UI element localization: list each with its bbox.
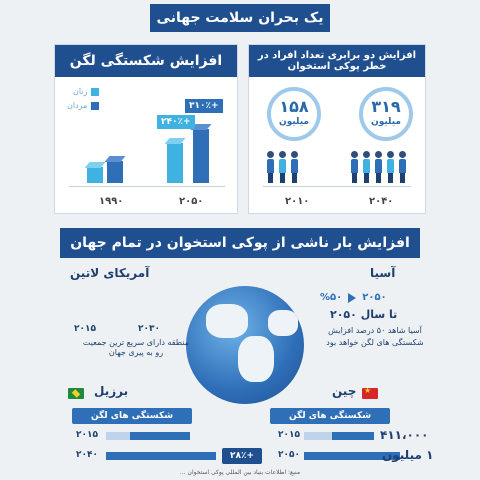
badge-women-increase: +۲۴۰٪ — [157, 115, 195, 129]
legend-women-label: زنان — [72, 87, 88, 96]
bar-women-1990 — [87, 167, 103, 183]
china-label: شکستگی های لگن — [270, 408, 390, 424]
asia-title: آسیا — [370, 266, 396, 280]
land-shape — [206, 304, 248, 338]
person-icon — [351, 151, 358, 183]
risk-panel-title: افزایش دو برابری تعداد افراد در خطر پوکی استخوان — [249, 45, 425, 77]
bar-men-1990 — [107, 161, 123, 183]
section-title: افزایش بار ناشی از پوکی استخوان در تمام جهان — [60, 228, 420, 258]
asia-note-2: شکستگی های لگن خواهد بود — [326, 338, 424, 347]
circle-2010 — [267, 87, 321, 141]
brazil-increase: +۲۸٪ — [222, 448, 262, 464]
china-bar-2015 — [304, 432, 374, 440]
latin-america-title: آمریکای لاتین — [70, 266, 150, 280]
year-1990: ۱۹۹۰ — [99, 196, 124, 207]
china-year-2050: ۲۰۵۰ — [278, 450, 300, 460]
year-2050: ۲۰۵۰ — [179, 196, 204, 207]
world-burden-area — [0, 262, 480, 462]
asia-year: ۲۰۵۰ — [362, 292, 387, 303]
risk-axis — [263, 186, 411, 187]
bar-chart — [55, 79, 239, 213]
hip-fracture-panel — [54, 44, 238, 214]
circle-2040 — [359, 87, 413, 141]
brazil-title: برزیل — [94, 384, 129, 398]
person-icon — [291, 151, 298, 183]
asia-note-1: آسیا شاهد ۵۰ درصد افزایش — [328, 326, 422, 335]
people-2040 — [351, 151, 406, 183]
unit-2010: میلیون — [279, 117, 309, 127]
person-icon — [399, 151, 406, 183]
brazil-flag-icon — [68, 388, 84, 399]
unit-2040: میلیون — [371, 117, 401, 127]
bar-women-2050 — [167, 143, 183, 183]
asia-stat-row — [320, 292, 387, 303]
risk-panel — [248, 44, 426, 214]
footer-source: منبع: اطلاعات بنیاد بین المللی پوکی استخوان ... — [179, 469, 301, 476]
person-icon — [267, 151, 274, 183]
globe-icon — [186, 286, 304, 404]
latin-america-note: منطقه دارای سریع ترین جمعیت رو به پیری جهان — [82, 338, 190, 357]
hip-fracture-title: افزایش شکستگی لگن — [55, 45, 237, 77]
asia-until: تا سال ۲۰۵۰ — [330, 308, 398, 321]
person-icon — [279, 151, 286, 183]
brazil-bar-2015 — [106, 432, 190, 440]
brazil-bar-2040 — [106, 452, 216, 460]
legend-men-label: مردان — [67, 101, 88, 110]
page-title: یک بحران سلامت جهانی — [150, 4, 330, 32]
china-value-2015: ۴۱۱،۰۰۰ — [380, 428, 429, 442]
value-2040: ۳۱۹ — [371, 97, 401, 116]
arrow-icon — [348, 293, 356, 303]
people-2010 — [267, 151, 298, 183]
brazil-label: شکستگی های لگن — [72, 408, 192, 424]
latam-year-2030: ۲۰۳۰ — [138, 324, 160, 334]
person-icon — [375, 151, 382, 183]
asia-stat: %۵۰ — [320, 292, 343, 303]
china-year-2015: ۲۰۱۵ — [278, 430, 300, 440]
latam-year-2015: ۲۰۱۵ — [74, 324, 96, 334]
land-shape — [238, 336, 274, 382]
brazil-year-2015: ۲۰۱۵ — [76, 430, 98, 440]
year-2010: ۲۰۱۰ — [285, 196, 310, 207]
china-value-2050: ۱ میلیون — [382, 448, 434, 462]
person-icon — [363, 151, 370, 183]
bar-axis — [69, 186, 225, 187]
year-2040: ۲۰۴۰ — [369, 196, 394, 207]
land-shape — [268, 310, 298, 336]
china-flag-icon — [362, 388, 378, 399]
china-title: چین — [332, 384, 357, 398]
value-2010: ۱۵۸ — [279, 97, 309, 116]
badge-men-increase: +۳۱۰٪ — [185, 99, 223, 113]
brazil-year-2040: ۲۰۴۰ — [76, 450, 98, 460]
bar-men-2050 — [193, 129, 209, 183]
person-icon — [387, 151, 394, 183]
